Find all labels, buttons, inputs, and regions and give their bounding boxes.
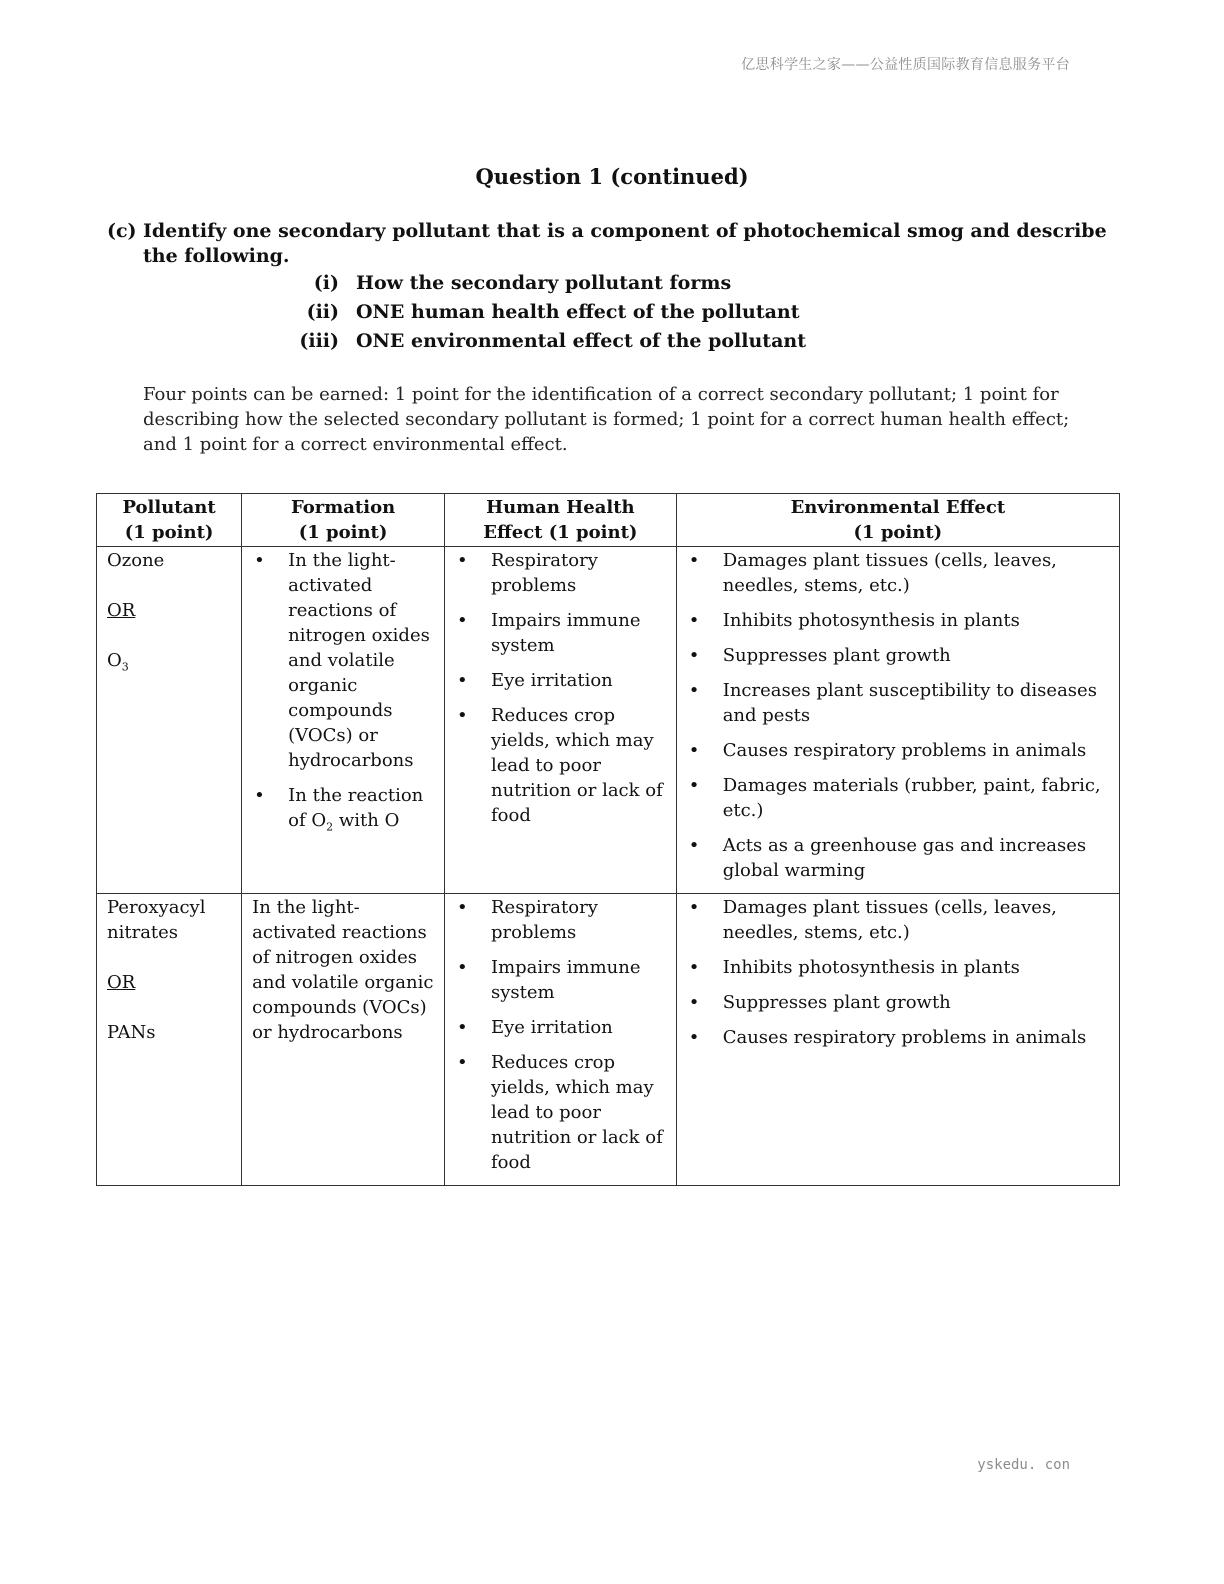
header-line: Human Health [486, 497, 635, 518]
header-line: Pollutant [122, 497, 216, 518]
or-label: OR [107, 972, 136, 993]
bullet-icon: • [456, 957, 468, 978]
formation-list [252, 548, 438, 833]
bullet-icon: • [688, 645, 700, 666]
table-header-row [97, 494, 1120, 547]
bullet-icon: • [688, 610, 700, 631]
environmental-effect-cell [676, 547, 1119, 894]
scoring-table [96, 493, 1120, 1186]
pollutant-name: Peroxyacyl nitrates [107, 897, 206, 943]
list-item: • Damages plant tissues (cells, leaves, needles, stems, etc.) [688, 550, 1057, 596]
header-line: (1 point) [124, 522, 214, 543]
formation-cell [242, 894, 445, 1186]
subitem [292, 269, 806, 298]
list-item: • Respiratory problems [456, 550, 598, 596]
footer-watermark: yskedu. con [977, 1457, 1070, 1473]
environmental-effect-list [687, 548, 1113, 883]
pollutant-name: Ozone [107, 550, 165, 571]
bullet-icon: • [456, 897, 468, 918]
formation-cell [242, 547, 445, 894]
subitem [292, 327, 806, 356]
list-item: • Suppresses plant growth [688, 645, 951, 666]
bullet-icon: • [688, 775, 700, 796]
question-title: Question 1 (continued) [475, 164, 749, 189]
subitem [292, 298, 806, 327]
list-item: • In the reaction of $O_2$ with O [254, 785, 424, 834]
health-effect-list [455, 895, 670, 1175]
subitem-text: ONE environmental effect of the pollutant [356, 330, 806, 352]
table-row [97, 894, 1120, 1186]
pollutant-abbreviation: PANs [107, 1022, 156, 1043]
part-c-prompt [107, 219, 1117, 269]
pollutant-cell [97, 894, 242, 1186]
list-item: • Inhibits photosynthesis in plants [688, 610, 1020, 631]
subitem-number: (i) [313, 272, 339, 294]
list-item: • In the light-activated reactions of nitrogen oxides and volatile organic compounds (VOCs) or hydrocarbons [254, 550, 430, 771]
list-item: • Eye irritation [456, 670, 613, 691]
header-line: Effect (1 point) [483, 522, 638, 543]
list-item: • Impairs immune system [456, 957, 641, 1003]
bullet-icon: • [688, 1027, 700, 1048]
header-formation [242, 494, 445, 547]
part-prompt-text: Identify one secondary pollutant that is a component of photochemical smog and describe the following. [143, 220, 1107, 267]
header-environmental-effect [676, 494, 1119, 547]
bullet-icon: • [456, 670, 468, 691]
header-health-effect [444, 494, 676, 547]
bullet-icon: • [688, 680, 700, 701]
bullet-icon: • [688, 897, 700, 918]
subitem-text: How the secondary pollutant forms [356, 272, 732, 294]
bullet-icon: • [688, 957, 700, 978]
subitem-list [292, 269, 806, 356]
list-item: • Reduces crop yields, which may lead to poor nutrition or lack of food [456, 705, 663, 826]
header-line: Environmental Effect [790, 497, 1006, 518]
environmental-effect-cell [676, 894, 1119, 1186]
list-item: • Acts as a greenhouse gas and increases global warming [688, 835, 1087, 881]
pollutant-cell [97, 547, 242, 894]
bullet-icon: • [456, 610, 468, 631]
formation-text: In the light-activated reactions of nitrogen oxides and volatile organic compounds (VOCs) or hydrocarbons [252, 897, 434, 1043]
scoring-guidelines: Four points can be earned: 1 point for the identification of a correct secondary pollutant; 1 point for describing how the selected secondary pollutant is formed; 1 point for a correct human health effect; and 1 point for a correct environmental effect. [143, 384, 1070, 455]
or-label: OR [107, 600, 136, 621]
header-line: Formation [290, 497, 396, 518]
list-item: • Damages materials (rubber, paint, fabric, etc.) [688, 775, 1101, 821]
bullet-icon: • [254, 785, 265, 806]
subitem-number: (ii) [306, 301, 339, 323]
bullet-icon: • [688, 835, 700, 856]
list-item: • Impairs immune system [456, 610, 641, 656]
header-line: (1 point) [298, 522, 388, 543]
health-effect-list [455, 548, 670, 828]
list-item: • Causes respiratory problems in animals [688, 740, 1087, 761]
header-line: (1 point) [853, 522, 943, 543]
subitem-text: ONE human health effect of the pollutant [356, 301, 800, 323]
pollutant-formula: $O_3$ [107, 650, 129, 674]
environmental-effect-list [687, 895, 1113, 1050]
subitem-number: (iii) [299, 330, 339, 352]
list-item: • Inhibits photosynthesis in plants [688, 957, 1020, 978]
bullet-icon: • [456, 1017, 468, 1038]
bullet-icon: • [254, 550, 265, 571]
list-item: • Eye irritation [456, 1017, 613, 1038]
list-item: • Reduces crop yields, which may lead to poor nutrition or lack of food [456, 1052, 663, 1173]
list-item: • Respiratory problems [456, 897, 598, 943]
bullet-icon: • [456, 705, 468, 726]
list-item: • Increases plant susceptibility to diseases and pests [688, 680, 1097, 726]
health-effect-cell [444, 894, 676, 1186]
bullet-icon: • [688, 992, 700, 1013]
part-label: (c) [107, 220, 137, 242]
health-effect-cell [444, 547, 676, 894]
list-item: • Causes respiratory problems in animals [688, 1027, 1087, 1048]
list-item: • Suppresses plant growth [688, 992, 951, 1013]
list-item: • Damages plant tissues (cells, leaves, needles, stems, etc.) [688, 897, 1057, 943]
bullet-icon: • [688, 740, 700, 761]
bullet-icon: • [456, 550, 468, 571]
header-pollutant [97, 494, 242, 547]
header-watermark: 亿思科学生之家——公益性质国际教育信息服务平台 [741, 57, 1070, 73]
bullet-icon: • [688, 550, 700, 571]
table-row [97, 547, 1120, 894]
bullet-icon: • [456, 1052, 468, 1073]
